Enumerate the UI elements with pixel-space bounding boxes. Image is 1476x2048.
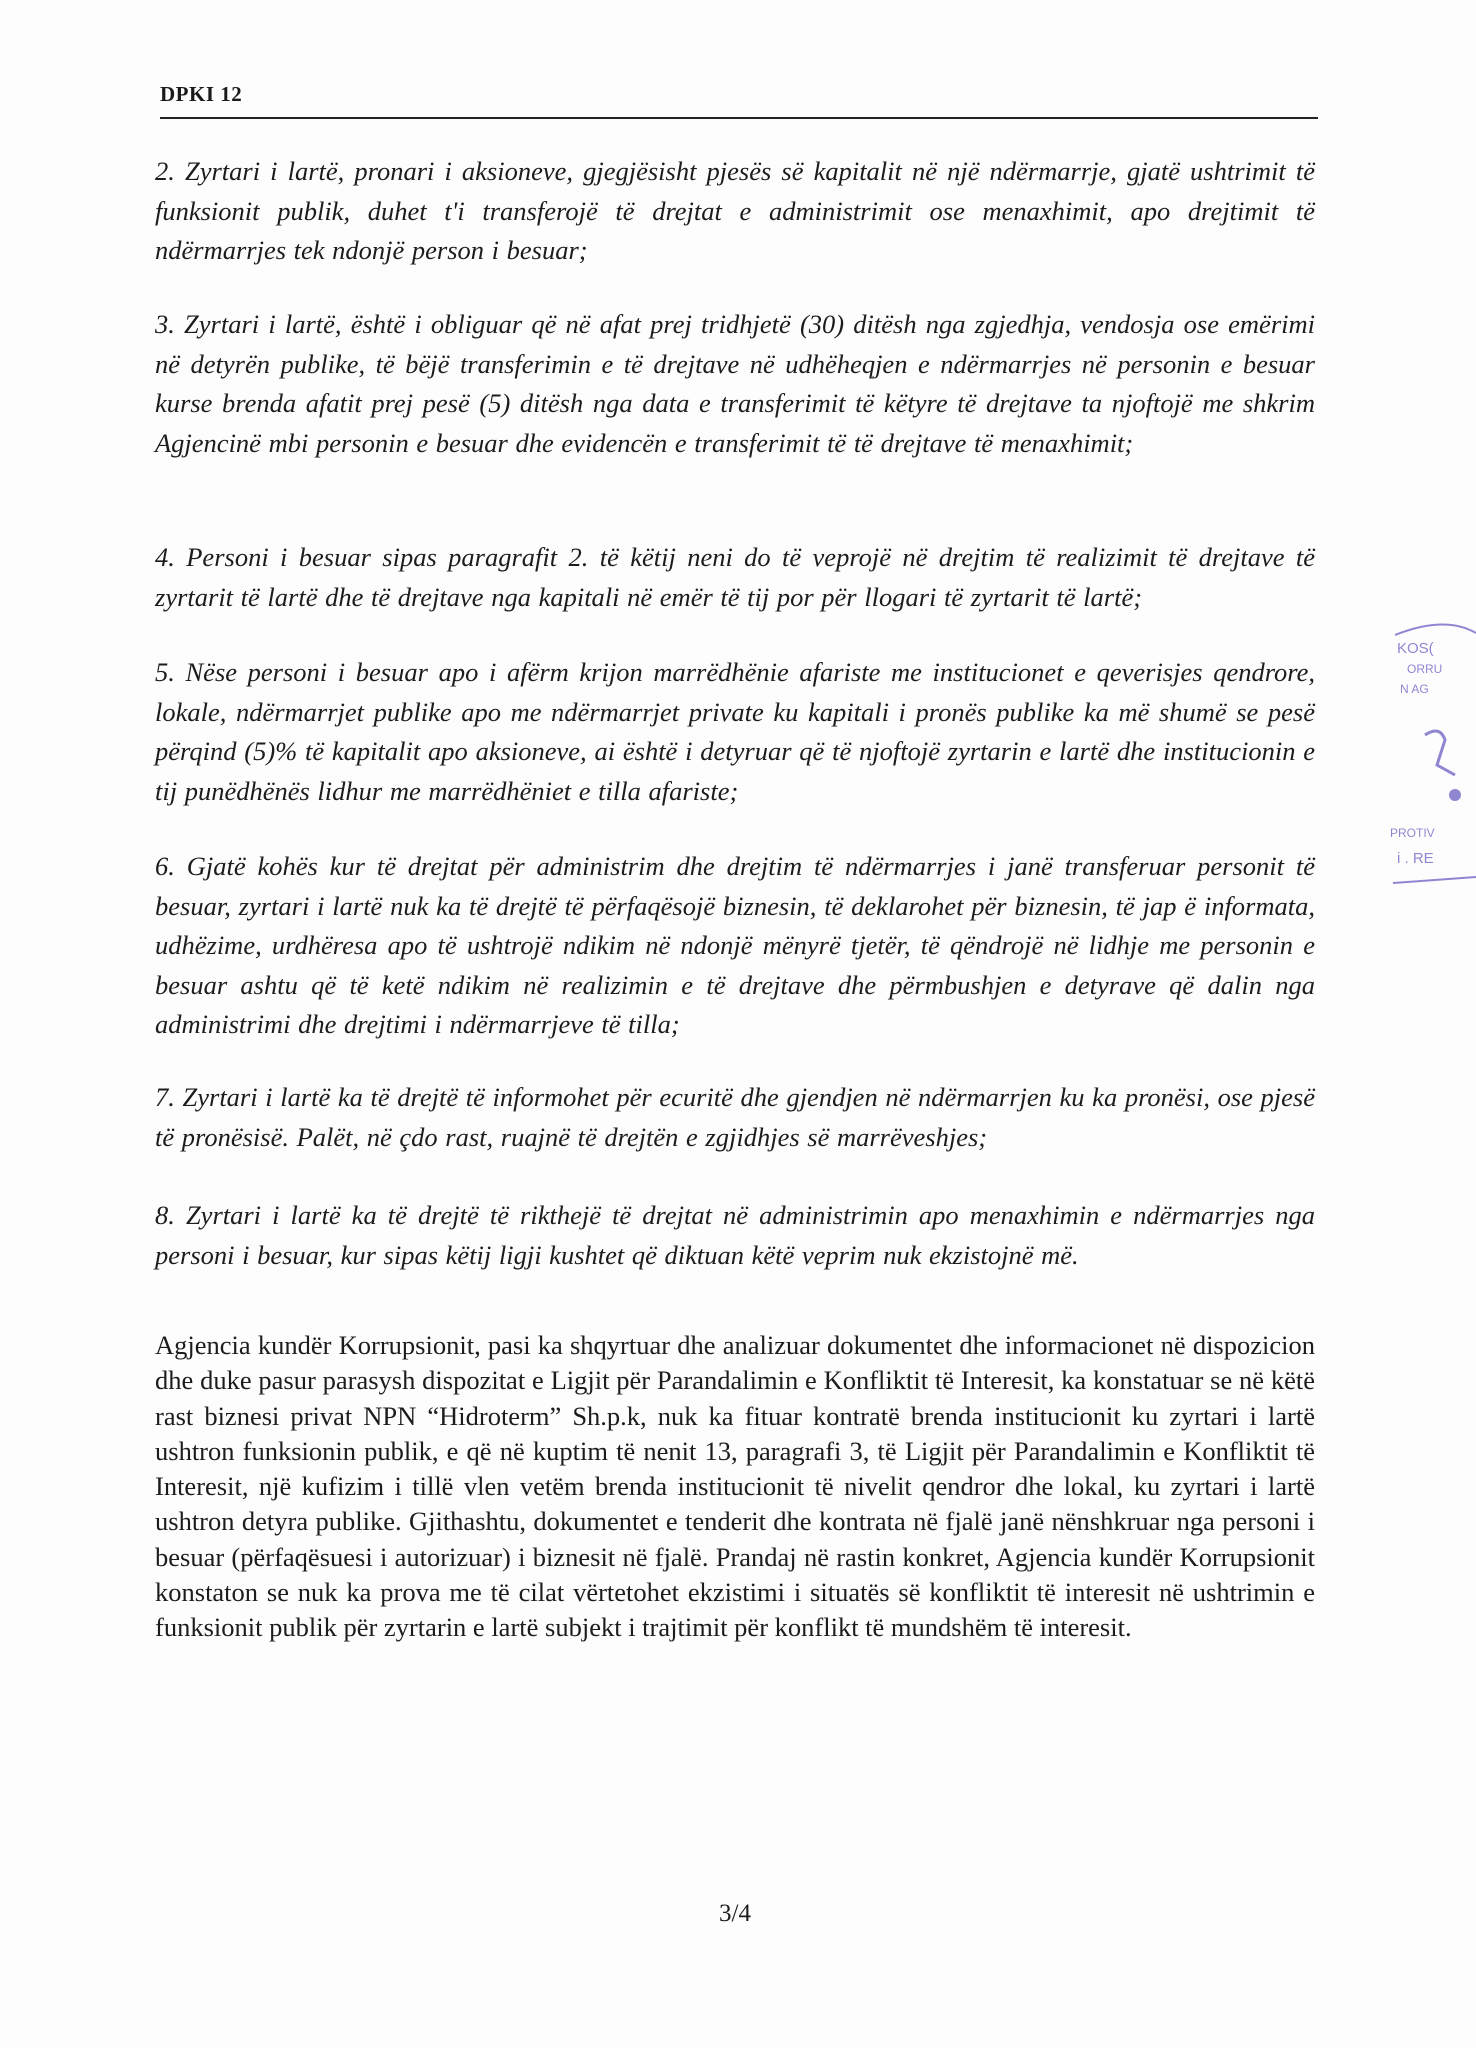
paragraph-8: 8. Zyrtari i lartë ka të drejtë të rikthejë të drejtat në administrimin apo menaxhimin e ndërmarrjes nga personi i besuar, kur sipas këtij ligji kushtet që diktuan këtë veprim nuk ekzistojnë më. [155,1200,1315,1270]
paragraph-6: 6. Gjatë kohës kur të drejtat për administrim dhe drejtim të ndërmarrjes i janë transferuar personit të besuar, zyrtari i lartë nuk ka të drejtë të përfaqësojë biznesin, të deklarohet për biznesin, të jap ë informata, udhëzime, urdhëresa apo të ushtrojë ndikim në ndonjë mënyrë tjetër, të qëndrojë në lidhje me personin e besuar ashtu që të ketë ndikim në realizimin e të drejtave dhe përmbushjen e detyrave që dalin nga administrimi dhe drejtimi i ndërmarrjeve të tilla; [155,851,1315,1039]
header-divider [160,117,1318,119]
stamp-text-5: i . RE [1397,850,1434,867]
stamp-text-1: KOS( [1397,640,1434,657]
conclusion-paragraph: Agjencia kundër Korrupsionit, pasi ka shqyrtuar dhe analizuar dokumentet dhe informacionet në dispozicion dhe duke pasur parasysh dispozitat e Ligjit për Parandalimin e Konfliktit të Interesit, ka konstatuar se në këtë rast biznesi privat NPN “Hidroterm” Sh.p.k, nuk ka fituar kontratë brenda institucionit ku zyrtari i lartë ushtron funksionin publik, e që në kuptim të nenit 13, paragrafi 3, të Ligjit për Parandalimin e Konfliktit të Interesit, një kufizim i tillë vlen vetëm brenda institucionit të nivelit qendror dhe lokal, ku zyrtari i lartë ushtron detyra publike. Gjithashtu, dokumentet e tenderit dhe kontrata në fjalë janë nënshkruar nga personi i besuar (përfaqësuesi i autorizuar) i biznesit në fjalë. Prandaj në rastin konkret, Agjencia kundër Korrupsionit konstaton se nuk ka prova me të cilat vërtetohet ekzistimi i situatës së konfliktit të interesit në ushtrimin e funksionit publik për zyrtarin e lartë subjekt i trajtimit për konflikt të mundshëm të interesit. [155,1330,1315,1643]
document-code: DPKI 12 [160,82,243,106]
page-header [160,82,1318,119]
page-number: 3/4 [719,1900,751,1927]
paragraph-3: 3. Zyrtari i lartë, është i obliguar që në afat prej tridhjetë (30) ditësh nga zgjedhja, vendosja ose emërimi në detyrën publike, të bëjë transferimin e të drejtave në udhëheqjen e ndërmarrjes në personin e besuar kurse brenda afatit prej pesë (5) ditësh nga data e transferimit të këtyre të drejtave ta njoftojë me shkrim Agjencinë mbi personin e besuar dhe evidencën e transferimit të të drejtave të menaxhimit; [155,309,1315,458]
stamp-text-3: N AG [1400,682,1429,696]
paragraph-5: 5. Nëse personi i besuar apo i afërm krijon marrëdhënie afariste me institucionet e qeverisjes qendrore, lokale, ndërmarrjet publike apo me ndërmarrjet private ku kapitali i pronës publike ka më shumë se pesë përqind (5)% të kapitalit apo aksioneve, ai është i detyruar që të njoftojë zyrtarin e lartë dhe institucionin e tij punëdhënës lidhur me marrëdhëniet e tilla afariste; [155,657,1315,806]
stamp-text-2: ORRU [1407,662,1443,676]
stamp-text-4: PROTIV [1390,826,1435,840]
paragraph-7: 7. Zyrtari i lartë ka të drejtë të informohet për ecuritë dhe gjendjen në ndërmarrjen ku ka pronësi, ose pjesë të pronësisë. Palët, në çdo rast, ruajnë të drejtën e zgjidhjes së marrëveshjes; [155,1082,1315,1152]
paragraph-2: 2. Zyrtari i lartë, pronari i aksioneve, gjegjësisht pjesës së kapitalit në një ndërmarrje, gjatë ushtrimit të funksionit publik, duhet t'i transferojë të drejtat e administrimit ose menaxhimit, apo drejtimit të ndërmarrjes tek ndonjë person i besuar; [155,156,1315,265]
official-stamp [1385,615,1476,915]
paragraph-4: 4. Personi i besuar sipas paragrafit 2. të këtij neni do të veprojë në drejtim të realizimit të drejtave të zyrtarit të lartë dhe të drejtave nga kapitali në emër të tij por për llogari të zyrtarit të lartë; [155,542,1315,612]
